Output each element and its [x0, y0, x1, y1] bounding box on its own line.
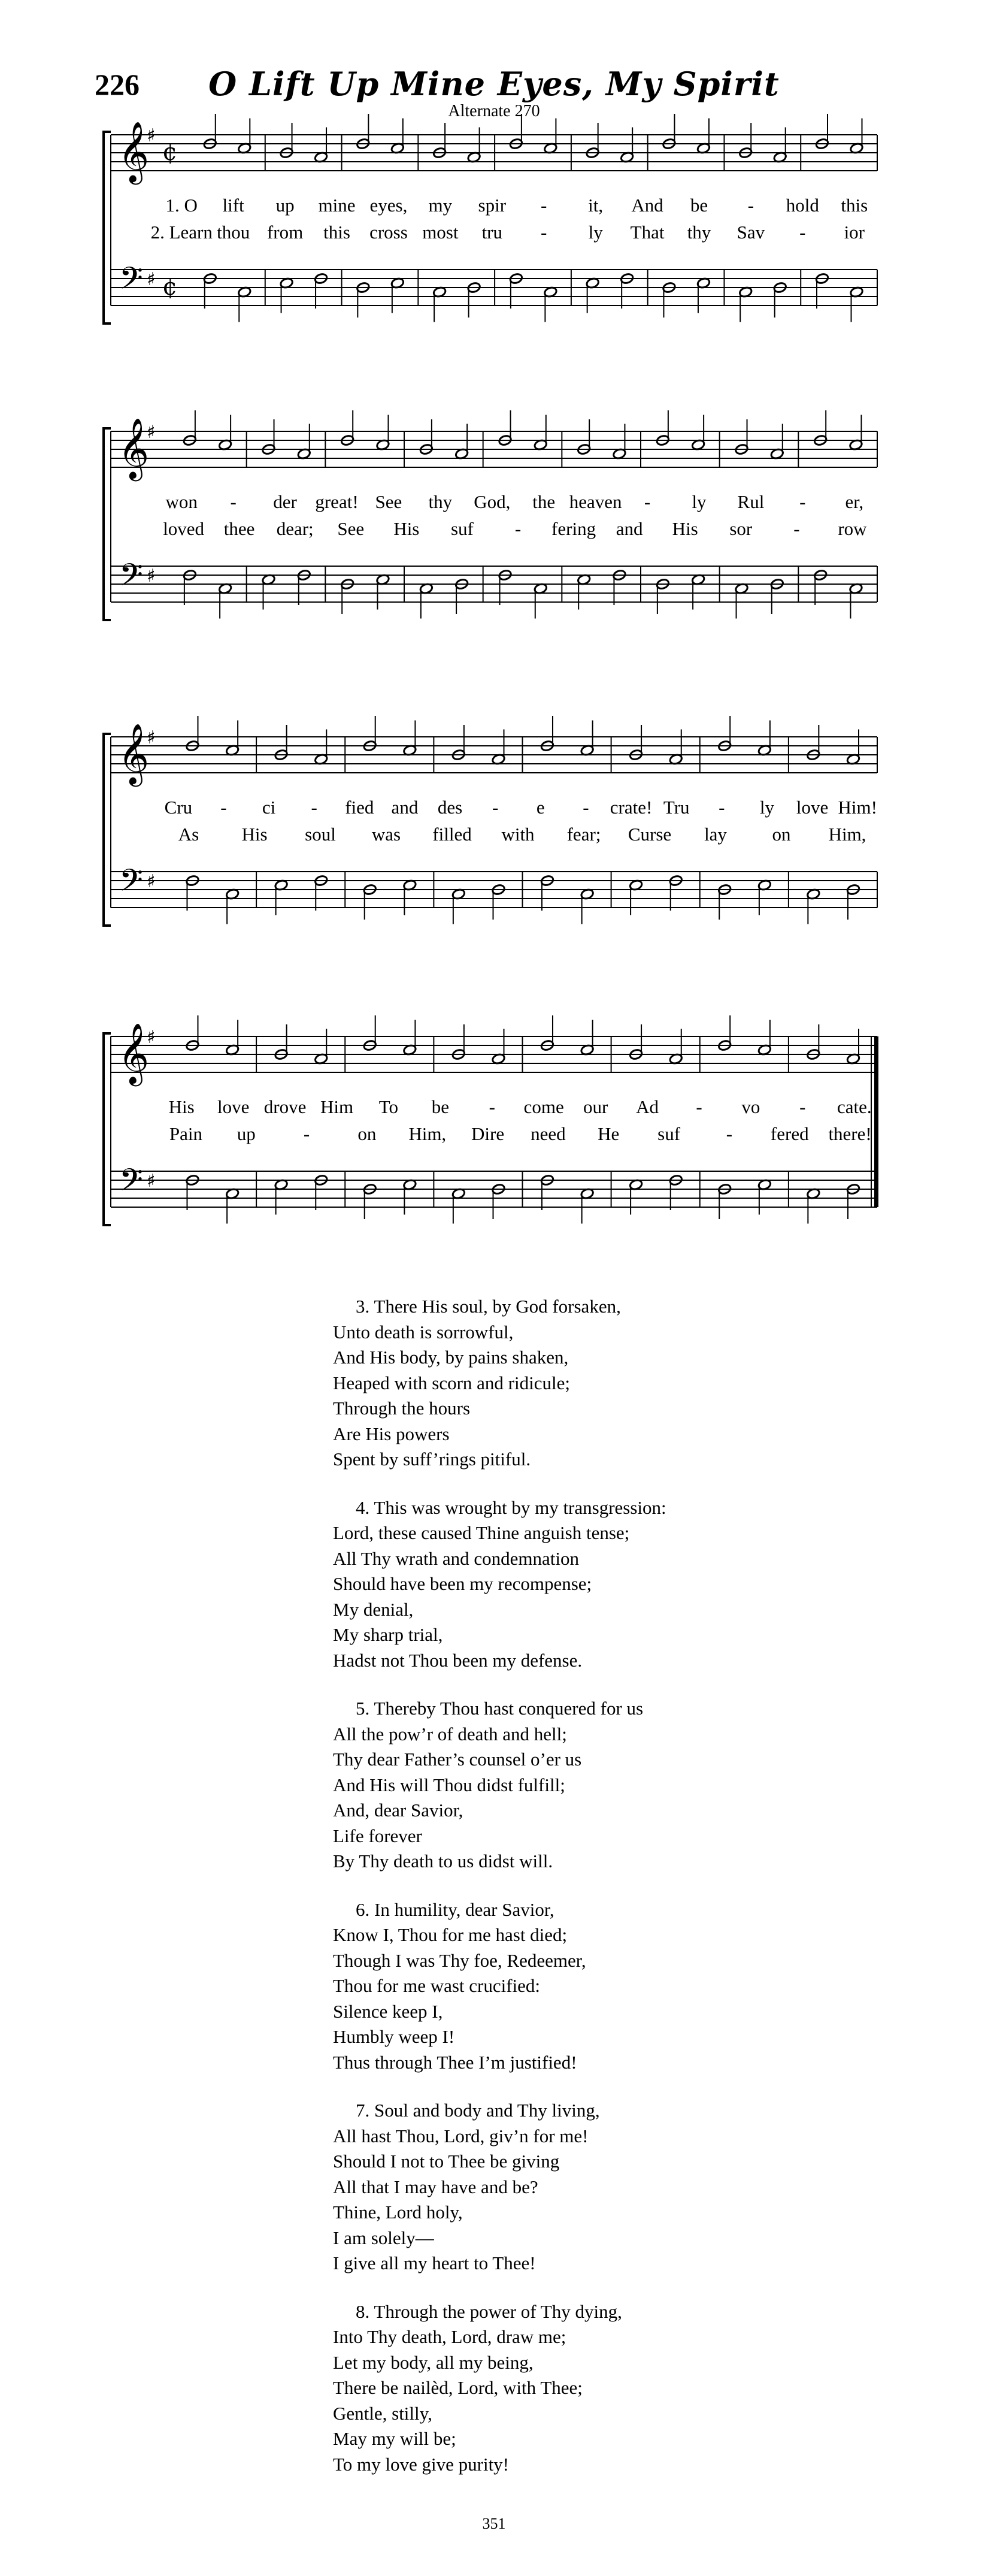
- lyric-syllable: To: [378, 1096, 399, 1117]
- lyric-syllable: Him,: [408, 1123, 447, 1144]
- hymn-title: O Lift Up Mine Eyes, My Spirit: [208, 65, 780, 103]
- stanza-line: Unto death is sorrowful,: [333, 1321, 514, 1343]
- lyric-syllable: filled: [432, 824, 472, 845]
- lyric-syllable: it,: [588, 195, 604, 216]
- lyric-syllable: crate!: [610, 797, 653, 818]
- lyric-syllable: need: [531, 1123, 566, 1144]
- treble-clef-icon: 𝄞: [118, 1022, 150, 1084]
- stanza-line: Hadst not Thou been my defense.: [333, 1649, 583, 1671]
- stanza-line: Into Thy death, Lord, draw me;: [333, 2326, 566, 2347]
- treble-clef-icon: 𝄞: [118, 722, 150, 784]
- lyric-syllable: ly: [692, 491, 707, 512]
- lyric-syllable: -: [492, 797, 499, 818]
- lyric-line: [156, 797, 880, 818]
- lyric-syllable: See: [375, 491, 402, 512]
- stanza-line: All hast Thou, Lord, giv’n for me!: [333, 2125, 589, 2146]
- lyric-syllable: fering: [551, 518, 596, 539]
- lyric-syllable: ior: [844, 222, 865, 243]
- lyric-syllable: His: [168, 1096, 195, 1117]
- stanza-line: Lord, these caused Thine anguish tense;: [333, 1522, 630, 1543]
- lyric-syllable: -: [719, 797, 725, 818]
- lyric-syllable: ly: [759, 797, 774, 818]
- lyric-syllable: up: [275, 195, 295, 216]
- lyric-syllable: thou: [217, 222, 250, 243]
- alternate-tune: Alternate 270: [448, 102, 540, 120]
- stanza-line: I am solely—: [333, 2227, 434, 2248]
- lyric-syllable: -: [311, 797, 317, 818]
- lyric-syllable: Tru: [663, 797, 690, 818]
- stanza-line: All the pow’r of death and hell;: [333, 1723, 567, 1744]
- lyric-syllable: Him!: [838, 797, 877, 818]
- lyric-syllable: and: [391, 797, 419, 818]
- lyric-syllable: Sav: [737, 222, 765, 243]
- lyric-syllable: Cru: [164, 797, 193, 818]
- lyric-syllable: 1. O: [165, 195, 198, 216]
- stanza-line: Silence keep I,: [333, 2000, 443, 2022]
- lyric-syllable: er,: [845, 491, 864, 512]
- stanza-line: 8. Through the power of Thy dying,: [356, 2300, 622, 2322]
- lyric-syllable: ci: [262, 797, 276, 818]
- lyric-syllable: -: [644, 491, 651, 512]
- lyric-line: [156, 1123, 880, 1145]
- bass-clef-icon: 𝄢: [119, 260, 143, 304]
- stanza-line: And His body, by pains shaken,: [333, 1347, 569, 1368]
- lyric-syllable: be: [431, 1096, 449, 1117]
- lyric-line: [156, 195, 880, 216]
- lyric-line: [150, 222, 880, 243]
- lyric-syllable: Rul: [737, 491, 765, 512]
- lyric-syllable: great!: [315, 491, 359, 512]
- lyric-syllable: tru: [481, 222, 502, 243]
- stanza-line: Know I, Thou for me hast died;: [333, 1924, 568, 1945]
- lyric-syllable: dear;: [276, 518, 314, 539]
- lyric-syllable: fear;: [566, 824, 601, 845]
- lyric-syllable: fied: [345, 797, 374, 818]
- lyric-syllable: See: [337, 518, 365, 539]
- lyric-syllable: -: [489, 1096, 495, 1117]
- stanza-line: 6. In humility, dear Savior,: [356, 1898, 554, 1920]
- lyric-syllable: this: [323, 222, 350, 243]
- lyric-syllable: Curse: [628, 824, 672, 845]
- stanza-line: I give all my heart to Thee!: [333, 2253, 536, 2273]
- treble-clef-icon: 𝄞: [118, 417, 150, 479]
- stanza-line: 5. Thereby Thou hast conquered for us: [356, 1698, 644, 1719]
- stanza-line: Let my body, all my being,: [333, 2351, 534, 2373]
- lyric-syllable: Him: [320, 1096, 354, 1117]
- stanza-line: Through the hours: [333, 1398, 471, 1419]
- lyric-syllable: fered: [770, 1123, 809, 1144]
- lyric-syllable: -: [696, 1096, 702, 1117]
- brace: [104, 734, 111, 926]
- lyric-syllable: sor: [729, 518, 753, 539]
- music-system: [87, 722, 889, 944]
- lyric-syllable: up: [237, 1123, 256, 1144]
- lyric-syllable: soul: [305, 824, 336, 845]
- lyric-syllable: That: [630, 222, 665, 243]
- lyric-syllable: e: [536, 797, 545, 818]
- lyric-syllable: His: [393, 518, 420, 539]
- stanza-line: Should I not to Thee be giving: [333, 2151, 560, 2172]
- lyric-syllable: row: [838, 518, 867, 539]
- lyric-syllable: won: [165, 491, 198, 512]
- cut-time-icon: ¢: [162, 138, 178, 166]
- stanza-line: My denial,: [333, 1598, 414, 1620]
- lyric-syllable: was: [371, 824, 401, 845]
- stanza-line: Are His powers: [333, 1423, 450, 1444]
- lyric-syllable: -: [541, 195, 547, 216]
- lyric-syllable: and: [616, 518, 643, 539]
- key-sharp-icon: ♯: [147, 727, 156, 748]
- lyric-syllable: vo: [741, 1096, 760, 1117]
- stanza-line: Spent by suff’rings pitiful.: [333, 1449, 531, 1470]
- stanza: [333, 1294, 812, 1473]
- stanza-line: 3. There His soul, by God forsaken,: [356, 1296, 621, 1317]
- final-barline: [874, 1036, 878, 1207]
- brace: [104, 132, 111, 323]
- lyric-syllable: suf: [450, 518, 474, 539]
- stanza-line: My sharp trial,: [333, 1624, 443, 1645]
- stanza-line: Humbly weep I!: [333, 2026, 455, 2047]
- lyric-syllable: mine: [318, 195, 356, 216]
- treble-clef-icon: 𝄞: [118, 120, 150, 182]
- lyric-syllable: this: [841, 195, 868, 216]
- lyric-line: [156, 491, 880, 513]
- stanza-line: To my love give purity!: [333, 2453, 510, 2475]
- stanza-line: And His will Thou didst fulfill;: [333, 1774, 565, 1795]
- stanza-line: Gentle, stilly,: [333, 2402, 432, 2424]
- lyric-syllable: hold: [786, 195, 819, 216]
- stanza-line: Thou for me wast crucified:: [333, 1975, 541, 1996]
- lyric-line: [156, 518, 880, 540]
- stanza-line: And, dear Savior,: [333, 1800, 463, 1821]
- lyric-syllable: And: [631, 195, 663, 216]
- lyric-syllable: -: [799, 491, 806, 512]
- lyric-syllable: Pain: [169, 1123, 202, 1144]
- lyric-syllable: our: [583, 1096, 608, 1117]
- stanza-line: Though I was Thy foe, Redeemer,: [333, 1949, 586, 1971]
- bass-clef-icon: 𝄢: [119, 557, 143, 600]
- stanza-line: There be nailèd, Lord, with Thee;: [333, 2377, 583, 2398]
- stanza: [333, 1897, 812, 2076]
- bass-clef-icon: 𝄢: [119, 1162, 143, 1205]
- lyric-syllable: Him,: [828, 824, 866, 845]
- lyric-syllable: -: [514, 518, 522, 539]
- lyric-syllable: -: [793, 518, 800, 539]
- lyric-syllable: with: [501, 824, 535, 845]
- brace: [104, 428, 111, 620]
- lyric-syllable: be: [690, 195, 708, 216]
- lyric-syllable: As: [178, 824, 199, 845]
- key-sharp-icon: ♯: [147, 566, 156, 586]
- lyric-syllable: on: [357, 1123, 377, 1144]
- lyric-syllable: love: [217, 1096, 250, 1117]
- lyric-syllable: from: [266, 222, 304, 243]
- lyric-syllable: loved: [163, 518, 204, 539]
- stanza-line: Thy dear Father’s counsel o’er us: [333, 1749, 582, 1770]
- stanza: [333, 2299, 812, 2478]
- lyric-syllable: Dire: [471, 1123, 505, 1144]
- key-sharp-icon: ♯: [147, 871, 156, 892]
- key-sharp-icon: ♯: [147, 125, 156, 146]
- lyric-syllable: eyes,: [369, 195, 408, 216]
- key-sharp-icon: ♯: [147, 422, 156, 443]
- stanza-line: All that I may have and be?: [333, 2176, 538, 2197]
- lyric-syllable: on: [772, 824, 791, 845]
- lyric-syllable: thee: [223, 518, 255, 539]
- lyric-syllable: -: [303, 1123, 310, 1144]
- stanza-line: 4. This was wrought by my transgression:: [356, 1496, 666, 1518]
- stanza-line: Life forever: [333, 1825, 422, 1846]
- lyric-syllable: thy: [687, 222, 711, 243]
- lyric-syllable: -: [799, 1096, 806, 1117]
- lyric-syllable: His: [241, 824, 268, 845]
- stanza-line: Thus through Thee I’m justified!: [333, 2051, 577, 2073]
- stanza-line: May my will be;: [333, 2428, 456, 2449]
- key-sharp-icon: ♯: [147, 269, 156, 290]
- hymn-number: 226: [95, 68, 140, 101]
- lyric-syllable: God,: [474, 491, 511, 512]
- lyric-syllable: thy: [428, 491, 453, 512]
- lyric-syllable: heaven: [569, 491, 622, 512]
- lyric-syllable: -: [541, 222, 547, 243]
- music-system: [87, 417, 889, 638]
- lyric-syllable: most: [422, 222, 459, 243]
- lyric-syllable: der: [273, 491, 297, 512]
- stanza-line: Should have been my recompense;: [333, 1573, 592, 1594]
- lyric-line: [156, 1096, 880, 1118]
- lyric-syllable: come: [523, 1096, 564, 1117]
- lyric-syllable: drove: [263, 1096, 307, 1117]
- stanza-line: 7. Soul and body and Thy living,: [356, 2100, 600, 2121]
- lyric-syllable: cate.: [837, 1096, 872, 1117]
- lyric-syllable: lift: [222, 195, 244, 216]
- music-system: [87, 1022, 889, 1243]
- stanza: [333, 1495, 812, 1674]
- lyric-line: [156, 824, 880, 845]
- lyric-syllable: my: [428, 195, 453, 216]
- key-sharp-icon: ♯: [147, 1171, 156, 1192]
- lyric-syllable: -: [230, 491, 237, 512]
- lyric-syllable: spir: [478, 195, 507, 216]
- lyric-syllable: ly: [588, 222, 603, 243]
- lyric-syllable: des: [437, 797, 463, 818]
- lyric-syllable: His: [672, 518, 698, 539]
- lyric-syllable: Ad: [636, 1096, 659, 1117]
- additional-stanzas: [333, 1294, 812, 2500]
- key-sharp-icon: ♯: [147, 1027, 156, 1048]
- lyric-syllable: He: [598, 1123, 620, 1144]
- stanza-line: Thine, Lord holy,: [333, 2202, 463, 2223]
- stanza: [333, 1696, 812, 1874]
- lyric-syllable: -: [220, 797, 227, 818]
- lyric-syllable: -: [726, 1123, 733, 1144]
- lyric-syllable: -: [583, 797, 589, 818]
- lyric-syllable: lay: [704, 824, 727, 845]
- lyric-syllable: -: [799, 222, 806, 243]
- cut-time-icon: ¢: [162, 273, 178, 301]
- stanza-line: All Thy wrath and condemnation: [333, 1547, 579, 1569]
- stanza: [333, 2098, 812, 2276]
- lyric-syllable: -: [747, 195, 754, 216]
- lyric-syllable: the: [532, 491, 556, 512]
- lyric-syllable: love: [796, 797, 829, 818]
- brace: [104, 1033, 111, 1225]
- stanza-line: Heaped with scorn and ridicule;: [333, 1372, 570, 1393]
- lyric-syllable: 2. Learn: [150, 222, 213, 243]
- music-system: [87, 120, 889, 341]
- lyric-syllable: suf: [657, 1123, 681, 1144]
- stanza-line: By Thy death to us didst will.: [333, 1851, 553, 1871]
- lyric-syllable: cross: [369, 222, 408, 243]
- page-number: 351: [482, 2515, 506, 2532]
- bass-clef-icon: 𝄢: [119, 862, 143, 906]
- lyric-syllable: there!: [828, 1123, 872, 1144]
